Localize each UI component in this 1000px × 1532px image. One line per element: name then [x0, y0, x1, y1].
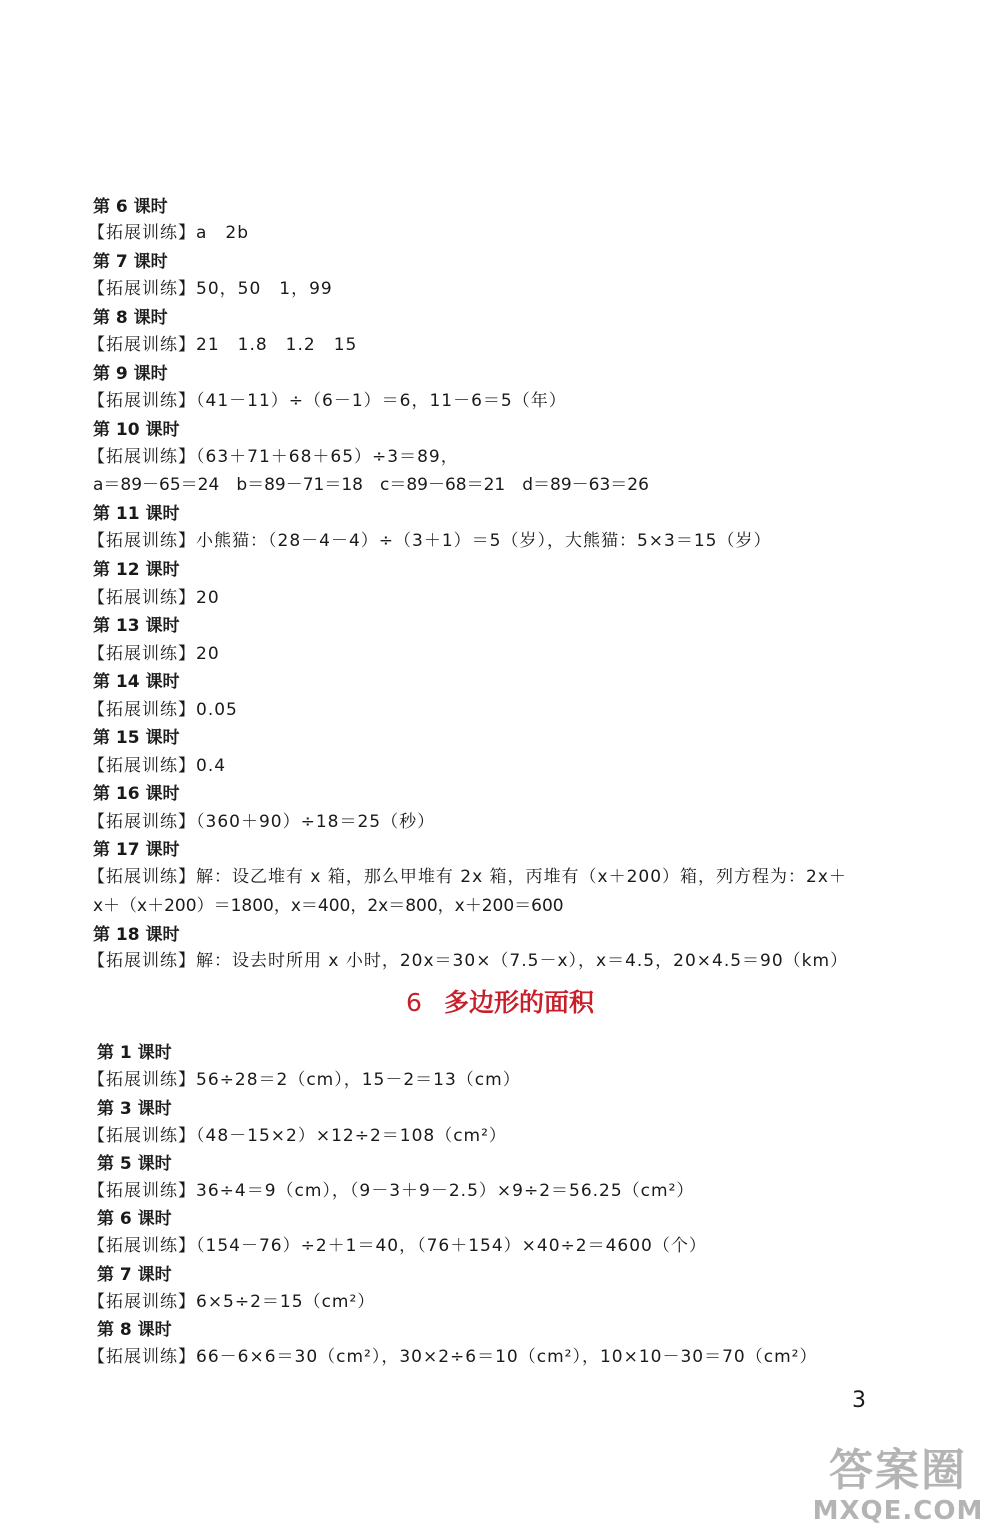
lesson-heading: 第 11 课时 — [93, 504, 180, 524]
answer-line: a＝89－65＝24 b＝89－71＝18 c＝89－68＝21 d＝89－63＝26 — [93, 475, 649, 495]
page-number: 3 — [852, 1388, 866, 1413]
lesson-heading: 第 14 课时 — [93, 672, 180, 692]
answer-line: 【拓展训练】50，50 1，99 — [88, 279, 333, 299]
answer-line: 【拓展训练】20 — [88, 588, 220, 608]
lesson-heading: 第 6 课时 — [93, 197, 168, 217]
answer-line: 【拓展训练】56÷28＝2（cm），15－2＝13（cm） — [88, 1070, 521, 1090]
answer-line: 【拓展训练】0.05 — [88, 700, 238, 720]
lesson-heading: 第 8 课时 — [93, 308, 168, 328]
lesson-heading: 第 13 课时 — [93, 616, 180, 636]
answer-line: 【拓展训练】66－6×6＝30（cm²），30×2÷6＝10（cm²），10×10－30＝70（cm²） — [88, 1347, 818, 1367]
watermark-logo — [808, 1446, 988, 1528]
section-title — [0, 986, 1000, 1020]
lesson-heading: 第 6 课时 — [97, 1209, 172, 1229]
lesson-heading: 第 5 课时 — [97, 1154, 172, 1174]
answer-line: 【拓展训练】（360＋90）÷18＝25（秒） — [88, 812, 436, 832]
answer-line: x＋（x＋200）＝1800，x＝400，2x＝800，x＋200＝600 — [93, 896, 564, 916]
answer-line: 【拓展训练】21 1.8 1.2 15 — [88, 335, 358, 355]
answer-line: 【拓展训练】6×5÷2＝15（cm²） — [88, 1292, 376, 1312]
lesson-heading: 第 3 课时 — [97, 1099, 172, 1119]
answer-line: 【拓展训练】小熊猫：（28－4－4）÷（3＋1）＝5（岁），大熊猫：5×3＝15（岁） — [88, 531, 772, 551]
answer-line: 【拓展训练】（63＋71＋68＋65）÷3＝89， — [88, 447, 459, 467]
lesson-heading: 第 7 课时 — [97, 1265, 172, 1285]
watermark-en: MXQE.COM — [812, 1496, 984, 1526]
lesson-heading: 第 9 课时 — [93, 364, 168, 384]
watermark-cn: 答案圈 — [829, 1445, 967, 1496]
lesson-heading: 第 17 课时 — [93, 840, 180, 860]
answer-line: 【拓展训练】（41－11）÷（6－1）＝6，11－6＝5（年） — [88, 391, 567, 411]
lesson-heading: 第 15 课时 — [93, 728, 180, 748]
section-title-text: 多边形的面积 — [443, 988, 594, 1017]
answer-line: 【拓展训练】a 2b — [88, 223, 250, 243]
answer-line: 【拓展训练】0.4 — [88, 756, 227, 776]
answer-line: 【拓展训练】解：设去时所用 x 小时，20x＝30×（7.5－x），x＝4.5，20×4.5＝90（km） — [88, 951, 849, 971]
answer-line: 【拓展训练】（48－15×2）×12÷2＝108（cm²） — [88, 1126, 507, 1146]
answer-line: 【拓展训练】36÷4＝9（cm），（9－3＋9－2.5）×9÷2＝56.25（cm²） — [88, 1181, 695, 1201]
lesson-heading: 第 1 课时 — [97, 1043, 172, 1063]
answer-line: 【拓展训练】解：设乙堆有 x 箱，那么甲堆有 2x 箱，丙堆有（x＋200）箱，列方程为：2x＋ — [88, 867, 847, 887]
lesson-heading: 第 7 课时 — [93, 252, 168, 272]
answer-line: 【拓展训练】20 — [88, 644, 220, 664]
lesson-heading: 第 16 课时 — [93, 784, 180, 804]
answer-line: 【拓展训练】（154－76）÷2＋1＝40，（76＋154）×40÷2＝4600（个） — [88, 1236, 707, 1256]
lesson-heading: 第 18 课时 — [93, 925, 180, 945]
section-number: 6 — [406, 988, 422, 1017]
lesson-heading: 第 12 课时 — [93, 560, 180, 580]
lesson-heading: 第 8 课时 — [97, 1320, 172, 1340]
lesson-heading: 第 10 课时 — [93, 420, 180, 440]
